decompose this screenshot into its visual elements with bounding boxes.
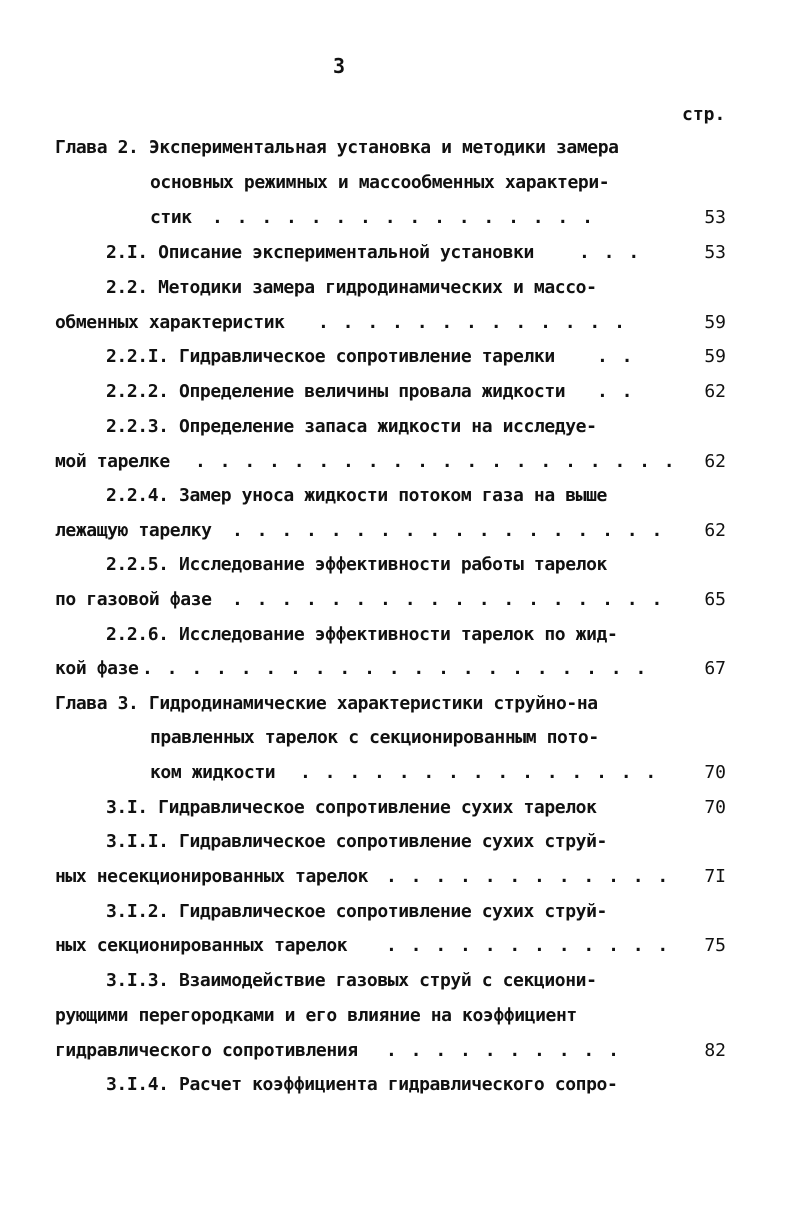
toc-entry: ных несекционированных тарелок xyxy=(55,866,369,887)
toc-entry: 3.I.3. Взаимодействие газовых струй с секциони- xyxy=(106,970,597,991)
dot-leader: . . . . . . . . . . . . . . . . . . . . xyxy=(195,451,677,472)
toc-page-number: 67 xyxy=(704,658,726,679)
toc-chapter-heading: ком жидкости xyxy=(150,762,276,783)
toc-entry: 3.I. Гидравлическое сопротивление сухих тарелок xyxy=(106,797,597,818)
toc-chapter-heading: правленных тарелок с секционированным пото- xyxy=(150,727,599,748)
toc-page-number: 53 xyxy=(704,207,726,228)
toc-chapter-heading: основных режимных и массообменных характери- xyxy=(150,172,610,193)
toc-page-number: 53 xyxy=(704,242,726,263)
toc-entry: 2.2.4. Замер уноса жидкости потоком газа на выше xyxy=(106,485,607,506)
dot-leader: . . . . . . . . . . xyxy=(386,1040,621,1061)
dot-leader: . . xyxy=(597,346,635,367)
toc-entry: 3.I.4. Расчет коэффициента гидравлического сопро- xyxy=(106,1074,618,1095)
toc-page-number: 75 xyxy=(704,935,726,956)
toc-page-number: 62 xyxy=(704,381,726,402)
dot-leader: . . . . . . . . . . . . . . . . . . . . . xyxy=(142,658,648,679)
toc-page-number: 59 xyxy=(704,346,726,367)
dot-leader: . . . . . . . . . . . . . . . . . . xyxy=(232,520,664,541)
dot-leader: . . . . . . . . . . . . . . . . xyxy=(212,207,595,228)
toc-page-number: 82 xyxy=(704,1040,726,1061)
toc-entry: лежащую тарелку xyxy=(55,520,212,541)
toc-entry: 2.2. Методики замера гидродинамических и массо- xyxy=(106,277,597,298)
toc-chapter-heading: Глава 3. Гидродинамические характеристики струйно-на xyxy=(55,693,598,714)
toc-entry: 2.2.2. Определение величины провала жидкости xyxy=(106,381,566,402)
toc-entry: ных секционированных тарелок xyxy=(55,935,348,956)
toc-entry: по газовой фазе xyxy=(55,589,212,610)
toc-page-number: 70 xyxy=(704,797,726,818)
toc-chapter-heading: стик xyxy=(150,207,192,228)
toc-page-number: 59 xyxy=(704,312,726,333)
dot-leader: . . xyxy=(597,381,635,402)
toc-page-number: 62 xyxy=(704,451,726,472)
toc-entry: кой фазе xyxy=(55,658,139,679)
toc-page-number: 70 xyxy=(704,762,726,783)
toc-page-number: 62 xyxy=(704,520,726,541)
toc-entry: 2.2.3. Определение запаса жидкости на исследуе- xyxy=(106,416,597,437)
toc-entry: гидравлического сопротивления xyxy=(55,1040,358,1061)
toc-page-number: 7I xyxy=(704,866,726,887)
dot-leader: . . . . . . . . . . . . . . . . . . xyxy=(232,589,664,610)
toc-entry: рующими перегородками и его влияние на коэффициент xyxy=(55,1005,577,1026)
dot-leader: . . . . . . . . . . . . . . . xyxy=(300,762,658,783)
toc-entry: 2.2.6. Исследование эффективности тарелок по жид- xyxy=(106,624,618,645)
toc-entry: 3.I.I. Гидравлическое сопротивление сухих струй- xyxy=(106,831,607,852)
page-number: 3 xyxy=(333,54,346,78)
dot-leader: . . . . . . . . . . . . xyxy=(386,935,670,956)
toc-entry: 2.2.I. Гидравлическое сопротивление тарелки xyxy=(106,346,555,367)
dot-leader: . . . . . . . . . . . . . xyxy=(318,312,627,333)
toc-chapter-heading: Глава 2. Экспериментальная установка и методики замера xyxy=(55,137,619,158)
toc-entry: 2.2.5. Исследование эффективности работы тарелок xyxy=(106,554,607,575)
toc-entry: мой тарелке xyxy=(55,451,170,472)
toc-entry: 2.I. Описание экспериментальной установки xyxy=(106,242,534,263)
toc-page-number: 65 xyxy=(704,589,726,610)
toc-entry: обменных характеристик xyxy=(55,312,285,333)
dot-leader: . . . . . . . . . . . . xyxy=(386,866,670,887)
page-column-label: стр. xyxy=(682,104,726,125)
dot-leader: . . . xyxy=(579,242,641,263)
toc-entry: 3.I.2. Гидравлическое сопротивление сухих струй- xyxy=(106,901,607,922)
